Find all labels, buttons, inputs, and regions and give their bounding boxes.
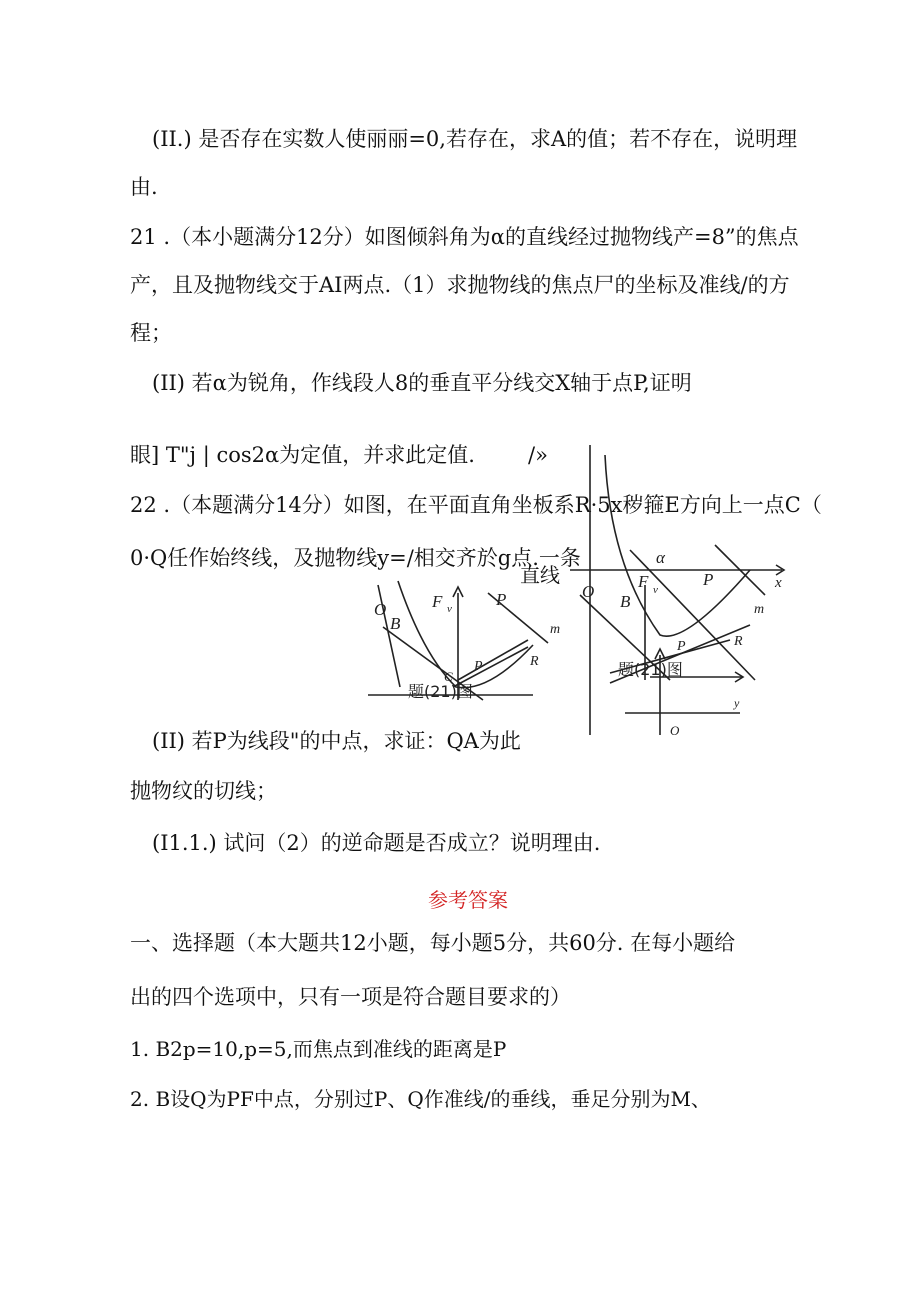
label-P: P [703,570,714,589]
answers-section-line2: 出的四个选项中，只有一项是符合题目要求的） [130,985,571,1009]
label-alpha: α [656,548,665,567]
label-R: R [530,654,539,669]
label-O2: O [670,723,680,738]
q22-part3: (I1.1.) 试问（2）的逆命题是否成立？说明理由. [152,831,601,855]
answer-item-1: 1. B2p=10,p=5,而焦点到准线的距离是P [130,1037,507,1061]
label-B: B [390,614,401,633]
label-v: v [447,603,452,615]
label-R: R [734,634,743,649]
figure-left-caption: 题(21)图 [408,682,473,701]
figure-left [368,575,578,705]
q22-line1: 22 .（本题满分14分）如图，在平面直角坐板系R·5x秽箍E方向上一点C（ [130,493,822,517]
label-m: m [550,622,561,637]
answers-heading: 参考答案 [428,888,508,912]
q22-overlap-text: 直线 [520,563,560,587]
answers-section-line1: 一、选择题（本大题共12小题，每小题5分，共60分. 在每小题给 [130,931,736,955]
answer-item-2: 2. B设Q为PF中点，分别过P、Q作准线/的垂线，垂足分别为M、 [130,1087,711,1111]
figure-right [550,445,800,740]
q21-line1: 21 .（本小题满分12分）如图倾斜角为α的直线经过抛物线产=8”的焦点 [130,225,799,249]
label-F: F [638,572,649,591]
q21-part2-line1: (II) 若α为锐角，作线段人8的垂直平分线交X轴于点P,证明 [152,371,692,395]
q21-line3: 程； [130,321,172,345]
label-y: y [734,696,740,710]
label-O: O [582,582,595,601]
q20-part2-line2: 由. [130,175,158,199]
label-x: x [775,575,782,591]
q22-line2: 0·Q任作始终线，及抛物线y=/相交齐於g点.一条 [130,546,581,570]
label-O: O [374,600,387,619]
figure-right-caption: 题(21)图 [618,660,683,679]
label-P: P [496,590,507,609]
q21-part2-line2: 眼] T"j | cos2α为定值，并求此定值. [130,443,475,467]
label-B: B [620,592,631,611]
label-m: m [754,602,765,617]
label-P2: P [474,659,483,674]
q21-line2: 产，且及抛物线交于AI两点.（1）求抛物线的焦点尸的坐标及准线/的方 [130,273,790,297]
stray-mark: /» [528,443,548,467]
label-P2: P [677,639,686,654]
label-C: C [444,669,453,684]
q22-part2-line2: 抛物纹的切线； [130,779,277,803]
q22-part2-line1: (II) 若P为线段"的中点，求证：QA为此 [152,729,521,753]
label-v: v [653,584,658,596]
label-F: F [432,592,443,611]
q20-part2-line1: (II.) 是否存在实数人使丽丽=0,若存在，求A的值；若不存在，说明理 [152,127,798,151]
